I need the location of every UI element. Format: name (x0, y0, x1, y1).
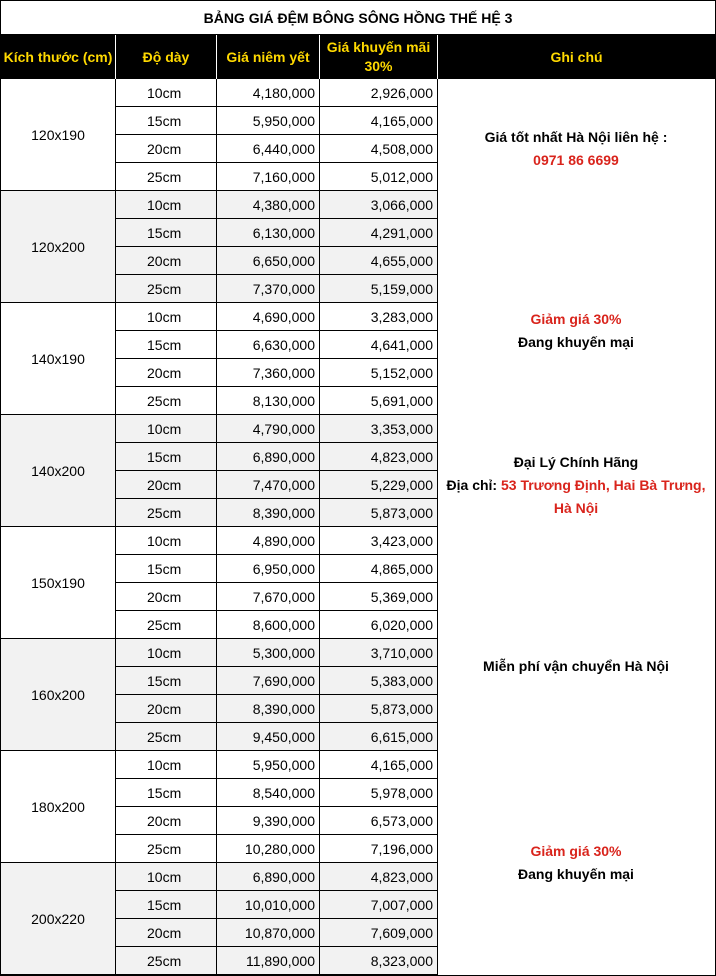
list-price-cell: 7,690,000 (217, 667, 320, 695)
size-cell: 120x200 (1, 191, 116, 303)
promo-price-cell: 7,609,000 (320, 919, 438, 947)
promo-price-cell: 6,615,000 (320, 723, 438, 751)
thickness-cell: 25cm (116, 947, 217, 975)
thickness-cell: 15cm (116, 443, 217, 471)
thickness-cell: 15cm (116, 779, 217, 807)
list-price-cell: 5,950,000 (217, 107, 320, 135)
list-price-cell: 10,010,000 (217, 891, 320, 919)
thickness-cell: 20cm (116, 695, 217, 723)
promo-price-cell: 4,291,000 (320, 219, 438, 247)
list-price-cell: 10,870,000 (217, 919, 320, 947)
promo-price-cell: 3,710,000 (320, 639, 438, 667)
thickness-cell: 20cm (116, 807, 217, 835)
promo-price-cell: 7,196,000 (320, 835, 438, 863)
list-price-cell: 8,390,000 (217, 695, 320, 723)
thickness-cell: 10cm (116, 639, 217, 667)
list-price-cell: 7,160,000 (217, 163, 320, 191)
note-promo-1 (438, 308, 714, 354)
list-price-cell: 4,690,000 (217, 303, 320, 331)
size-cell: 140x200 (1, 415, 116, 527)
promo-price-cell: 8,323,000 (320, 947, 438, 975)
promo-price-cell: 3,423,000 (320, 527, 438, 555)
promo-price-cell: 3,283,000 (320, 303, 438, 331)
note-separator (438, 974, 715, 975)
promo-price-cell: 5,012,000 (320, 163, 438, 191)
thickness-cell: 15cm (116, 219, 217, 247)
header-promo-price: Giá khuyến mãi 30% (320, 35, 437, 79)
list-price-cell: 6,890,000 (217, 443, 320, 471)
thickness-cell: 15cm (116, 107, 217, 135)
promo-price-cell: 5,383,000 (320, 667, 438, 695)
list-price-cell: 4,890,000 (217, 527, 320, 555)
thickness-cell: 20cm (116, 359, 217, 387)
promo-price-cell: 4,508,000 (320, 135, 438, 163)
note-contact-phone: 0971 86 6699 (533, 152, 619, 168)
thickness-cell: 25cm (116, 163, 217, 191)
note-address-street: 53 Trương Định, Hai Bà Trưng, (500, 477, 706, 493)
size-cell: 120x190 (1, 79, 116, 191)
list-price-cell: 9,390,000 (217, 807, 320, 835)
promo-price-cell: 5,873,000 (320, 499, 438, 527)
thickness-cell: 15cm (116, 555, 217, 583)
thickness-cell: 15cm (116, 891, 217, 919)
list-price-cell: 6,440,000 (217, 135, 320, 163)
note-separator (438, 302, 715, 303)
size-cell: 150x190 (1, 527, 116, 639)
promo-price-cell: 5,152,000 (320, 359, 438, 387)
note-promo-2 (438, 840, 714, 886)
list-price-cell: 7,670,000 (217, 583, 320, 611)
thickness-cell: 10cm (116, 191, 217, 219)
list-price-cell: 8,600,000 (217, 611, 320, 639)
note-shipping: Miễn phí vận chuyển Hà Nội (483, 658, 669, 674)
size-cell: 180x200 (1, 751, 116, 863)
promo-price-cell: 5,369,000 (320, 583, 438, 611)
thickness-cell: 25cm (116, 499, 217, 527)
thickness-cell: 25cm (116, 835, 217, 863)
list-price-cell: 9,450,000 (217, 723, 320, 751)
header-size: Kích thước (cm) (1, 35, 115, 79)
promo-price-cell: 3,353,000 (320, 415, 438, 443)
thickness-cell: 10cm (116, 79, 217, 107)
size-cell: 160x200 (1, 639, 116, 751)
note-promo-1-sub: Đang khuyến mại (518, 334, 634, 350)
list-price-cell: 8,390,000 (217, 499, 320, 527)
promo-price-cell: 4,641,000 (320, 331, 438, 359)
thickness-cell: 20cm (116, 135, 217, 163)
note-separator (438, 638, 715, 639)
note-address-line-1 (438, 474, 714, 497)
thickness-cell: 25cm (116, 387, 217, 415)
promo-price-cell: 5,873,000 (320, 695, 438, 723)
promo-price-cell: 4,865,000 (320, 555, 438, 583)
list-price-cell: 7,370,000 (217, 275, 320, 303)
promo-price-cell: 5,691,000 (320, 387, 438, 415)
thickness-cell: 15cm (116, 667, 217, 695)
list-price-cell: 4,380,000 (217, 191, 320, 219)
list-price-cell: 7,360,000 (217, 359, 320, 387)
note-promo-2-sub: Đang khuyến mại (518, 866, 634, 882)
note-contact (438, 126, 714, 172)
list-price-cell: 8,130,000 (217, 387, 320, 415)
list-price-cell: 5,950,000 (217, 751, 320, 779)
thickness-cell: 20cm (116, 247, 217, 275)
note-address-label: Địa chỉ: (446, 477, 498, 493)
thickness-cell: 20cm (116, 919, 217, 947)
size-cell: 200x220 (1, 863, 116, 975)
header-list-price: Giá niêm yết (217, 35, 319, 79)
promo-price-cell: 5,978,000 (320, 779, 438, 807)
list-price-cell: 6,890,000 (217, 863, 320, 891)
promo-price-cell: 5,159,000 (320, 275, 438, 303)
header-thickness: Độ dày (116, 35, 216, 79)
thickness-cell: 10cm (116, 415, 217, 443)
thickness-cell: 10cm (116, 303, 217, 331)
list-price-cell: 6,630,000 (217, 331, 320, 359)
note-address-line-2: Hà Nội (553, 500, 599, 516)
promo-price-cell: 2,926,000 (320, 79, 438, 107)
thickness-cell: 15cm (116, 331, 217, 359)
thickness-cell: 10cm (116, 863, 217, 891)
promo-price-cell: 6,020,000 (320, 611, 438, 639)
thickness-cell: 25cm (116, 275, 217, 303)
size-cell: 140x190 (1, 303, 116, 415)
list-price-cell: 6,130,000 (217, 219, 320, 247)
list-price-cell: 10,280,000 (217, 835, 320, 863)
promo-price-cell: 5,229,000 (320, 471, 438, 499)
promo-price-cell: 7,007,000 (320, 891, 438, 919)
list-price-cell: 5,300,000 (217, 639, 320, 667)
list-price-cell: 7,470,000 (217, 471, 320, 499)
thickness-cell: 25cm (116, 723, 217, 751)
list-price-cell: 6,950,000 (217, 555, 320, 583)
list-price-cell: 8,540,000 (217, 779, 320, 807)
promo-price-cell: 4,823,000 (320, 863, 438, 891)
note-contact-label: Giá tốt nhất Hà Nội liên hệ : (484, 129, 668, 145)
thickness-cell: 20cm (116, 583, 217, 611)
note-promo-1-title: Giảm giá 30% (530, 311, 622, 327)
list-price-cell: 6,650,000 (217, 247, 320, 275)
list-price-cell: 11,890,000 (217, 947, 320, 975)
thickness-cell: 20cm (116, 471, 217, 499)
promo-price-cell: 6,573,000 (320, 807, 438, 835)
note-promo-2-title: Giảm giá 30% (530, 843, 622, 859)
header-note: Ghi chú (438, 35, 715, 79)
thickness-cell: 10cm (116, 527, 217, 555)
note-dealer (438, 451, 714, 520)
promo-price-cell: 4,165,000 (320, 751, 438, 779)
promo-price-cell: 4,165,000 (320, 107, 438, 135)
thickness-cell: 25cm (116, 611, 217, 639)
promo-price-cell: 3,066,000 (320, 191, 438, 219)
promo-price-cell: 4,655,000 (320, 247, 438, 275)
thickness-cell: 10cm (116, 751, 217, 779)
note-dealer-title: Đại Lý Chính Hãng (513, 454, 639, 470)
list-price-cell: 4,180,000 (217, 79, 320, 107)
table-title: BẢNG GIÁ ĐỆM BÔNG SÔNG HỒNG THẾ HỆ 3 (1, 1, 715, 35)
list-price-cell: 4,790,000 (217, 415, 320, 443)
promo-price-cell: 4,823,000 (320, 443, 438, 471)
